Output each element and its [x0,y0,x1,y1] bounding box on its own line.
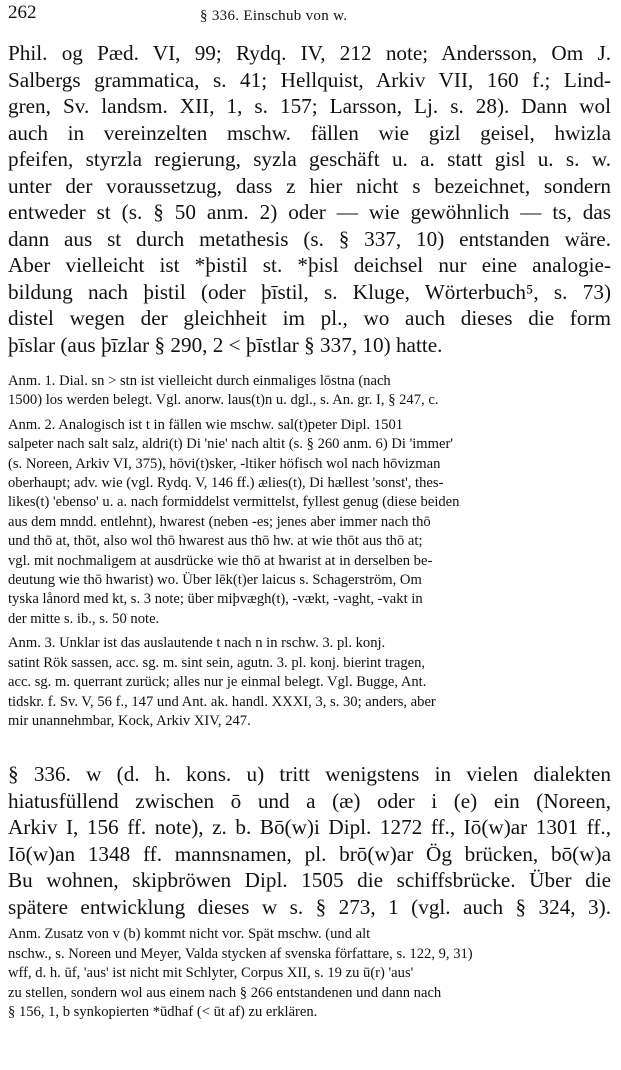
note-line: der mitte s. ib., s. 50 note. [8,610,160,627]
note-line: oberhaupt; adv. wie (vgl. Rydq. V, 146 ff.) ælies(t), Di hællest 'sonst', thes- [8,475,444,492]
text-line: unter der voraussetzug, dass z hier nicht s bezeichnet, sondern [8,173,611,198]
note-line: 1500) los werden belegt. Vgl. anorw. laus(t)n u. dgl., s. An. gr. I, § 247, c. [8,392,439,409]
book-page [8,0,611,1022]
text-line: auch in vereinzelten mschw. fällen wie gizl geisel, hwizla [8,120,611,145]
paragraph-335-continuation [8,40,611,358]
note-line: wff, d. h. ūf, 'aus' ist nicht mit Schlyter, Corpus XII, s. 19 zu ū(r) 'aus' [8,965,414,982]
running-head: § 336. Einschub von w. [200,8,348,24]
text-line: bildung nach þistil (oder þīstil, s. Kluge, Wörterbuch⁵, s. 73) [8,279,611,304]
annotation-336 [8,925,611,1022]
text-line: Bu wohnen, skipbröwen Dipl. 1505 die schiffsbrücke. Über die [8,868,611,893]
note-line: und thō at, thōt, also wol thō hwarest aus thō hw. at wie thōt aus thō at; [8,533,423,550]
text-line: Salbergs grammatica, s. 41; Hellquist, Arkiv VII, 160 f.; Lind- [8,67,611,92]
note-line: Anm. 2. Analogisch ist t in fällen wie mschw. sal(t)peter Dipl. 1501 [8,416,404,433]
note-line: satint Rök sassen, acc. sg. m. sint sein, agutn. 3. pl. konj. bierint tragen, [8,654,426,671]
text-line: entweder st (s. § 50 anm. 2) oder — wie gewöhnlich — ts, das [8,200,611,224]
note-line: Anm. 1. Dial. sn > stn ist vielleicht durch einmaliges lōstna (nach [8,373,391,389]
annotation-2 [8,416,611,629]
note-line: tyska lånord med kt, s. 3 note; über miþvægh(t), -vækt, -vaght, -vakt in [8,591,423,608]
text-line: distel wegen der gleichheit im pl., wo auch dieses die form [8,306,611,330]
note-line: nschw., s. Noreen und Meyer, Valda stycken af svenska författare, s. 122, 9, 31) [8,945,473,962]
text-line: hiatusfüllend zwischen ō und a (æ) oder i (e) ein (Noreen, [8,788,611,813]
note-line: aus dem mndd. entlehnt), hwarest (neben -es; jenes aber immer nach thō [8,513,431,530]
text-line: þīslar (aus þīzlar § 290, 2 < þīstlar § 337, 10) hatte. [8,332,443,357]
note-line: zu stellen, sondern wol aus einem nach § 266 entstandenen und dann nach [8,984,442,1001]
note-line: acc. sg. m. querrant zurück; alles nur je einmal belegt. Vgl. Bugge, Ant. [8,674,427,691]
page-number: 262 [8,2,37,23]
text-line: Arkiv I, 156 ff. note), z. b. Bō(w)i Dipl. 1272 ff., Iō(w)ar 1301 ff., [8,815,611,840]
note-line: vgl. mit nochmaligem at ausdrücke wie thō at hwarist at in derselben be- [8,552,433,569]
text-line: spätere entwicklung dieses w s. § 273, 1 (vgl. auch § 324, 3). [8,894,611,919]
text-line: Phil. og Pæd. VI, 99; Rydq. IV, 212 note; Andersson, Om J. [8,41,611,65]
annotation-1 [8,372,611,411]
page-header [8,0,611,40]
text-line: Iō(w)an 1348 ff. mannsnamen, pl. brō(w)ar Ög brücken, bō(w)a [8,841,611,866]
text-line: pfeifen, styrzla regierung, syzla geschäft u. a. statt gisl u. s. w. [8,147,611,171]
note-line: mir unannehmbar, Kock, Arkiv XIV, 247. [8,712,251,729]
note-line: (s. Noreen, Arkiv VI, 375), hōvi(t)sker, -ltiker höfisch wol nach hōvizman [8,455,441,472]
note-line: Anm. Zusatz von v (b) kommt nicht vor. Spät mschw. (und alt [8,926,371,943]
text-line: § 336. w (d. h. kons. u) tritt wenigstens in vielen dialekten [8,762,611,787]
section-336 [8,761,611,920]
text-line: Aber vielleicht ist *þistil st. *þisl deichsel nur eine analogie- [8,253,611,277]
note-line: tidskr. f. Sv. V, 56 f., 147 und Ant. ak. handl. XXXI, 3, s. 30; anders, aber [8,693,436,710]
note-line: salpeter nach salt salz, aldri(t) Di 'nie' nach altit (s. § 260 anm. 6) Di 'immer' [8,436,453,453]
note-line: deutung wie thō hwarist) wo. Über lēk(t)er laicus s. Schagerström, Om [8,572,422,589]
annotation-3 [8,634,611,731]
note-line: likes(t) 'ebenso' u. a. nach formiddelst vermittelst, fyllest genug (diese beiden [8,494,460,511]
text-line: gren, Sv. landsm. XII, 1, s. 157; Larsson, Lj. s. 28). Dann wol [8,94,611,118]
note-line: § 156, 1, b synkopierten *ūdhaf (< ūt af) zu erklären. [8,1003,318,1020]
note-line: Anm. 3. Unklar ist das auslautende t nach n in rschw. 3. pl. konj. [8,635,386,652]
text-line: dann aus st durch metathesis (s. § 337, 10) entstanden wäre. [8,226,611,251]
